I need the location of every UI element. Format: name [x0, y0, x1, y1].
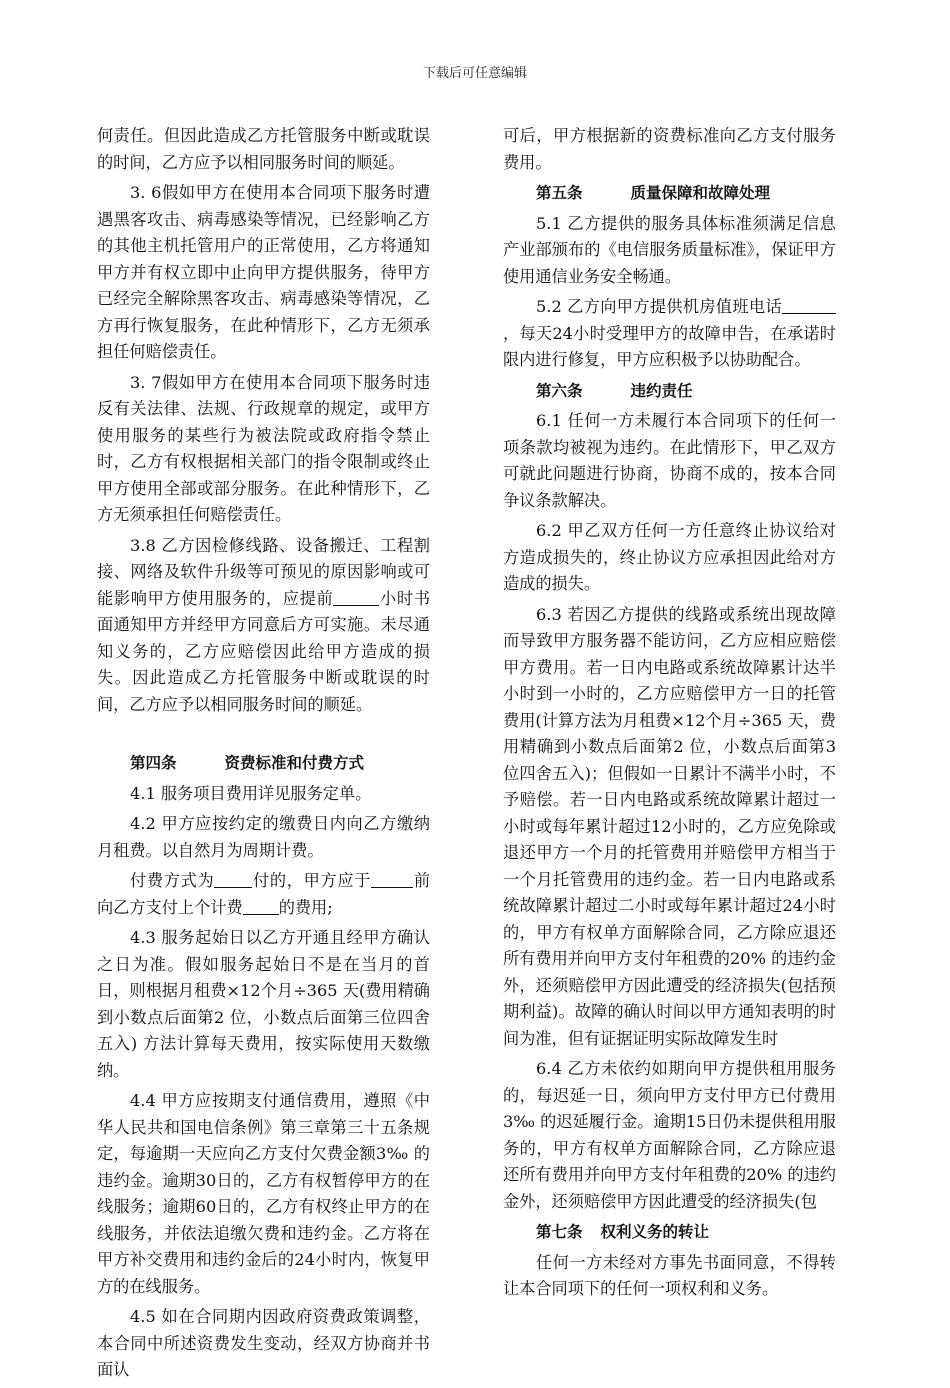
section-6-heading — [503, 378, 836, 405]
pay-text-1: 付费方式为 — [130, 871, 215, 890]
clause-5-2-part-b: ，每天24小时受理甲方的故障申告，在承诺时限内进行修复，甲方应积极予以协助配合。 — [503, 323, 836, 369]
pay-text-3: 前向乙方支付上个计费 — [97, 871, 431, 917]
right-column — [503, 123, 836, 1307]
clause-3-8-part-b: 小时书面通知甲方并经甲方同意后方可实施。未尽通知义务的，乙方应赔偿因此给甲方造成的损失。因此造成乙方托管服务中断或耽误的时间，乙方应予以相同服务时间的顺延。 — [97, 588, 431, 714]
left-column — [97, 123, 430, 1388]
clause-3-7: 3. 7假如甲方在使用本合同项下服务时违反有关法律、法规、行政规章的规定，或甲方使用服务的某些行为被法院或政府指令禁止时，乙方有权根据相关部门的指令限制或终止甲方使用全部或部分服务。在此种情形下，乙方无须承担任何赔偿责任。 — [97, 372, 430, 524]
clause-4-4: 4.4 甲方应按期支付通信费用，遵照《中华人民共和国电信条例》第三章第三十五条规定，每逾期一天应向乙方支付欠费金额3‰ 的违约金。逾期30日的，乙方有权暂停甲方的在线服务；逾期60日的，乙方有权终止甲方的在线服务，并依法追缴欠费和违约金。乙方将在甲方补交费用和违约金后的24小时内，恢复甲方的在线服务。 — [97, 1091, 430, 1296]
pay-text-2: 付的，甲方应于 — [252, 871, 372, 890]
page-header: 下载后可任意编辑 — [422, 66, 527, 81]
payment-method — [97, 868, 430, 921]
section-title: 违约责任 — [630, 381, 693, 400]
clause-6-1: 6.1 任何一方未履行本合同项下的任何一项条款均被视为违约。在此情形下，甲乙双方可就此问题进行协商，协商不成的，按本合同争议条款解决。 — [503, 411, 836, 510]
blank-pay-date — [371, 871, 413, 888]
clause-4-5: 4.5 如在合同期内因政府资费政策调整，本合同中所述资费发生变动，经双方协商并书面认 — [97, 1307, 430, 1379]
clause-4-2: 4.2 甲方应按约定的缴费日内向乙方缴纳月租费。以自然月为周期计费。 — [97, 814, 430, 860]
clause-5-2 — [503, 294, 836, 374]
clause-3-6: 3. 6假如甲方在使用本合同项下服务时遭遇黑客攻击、病毒感染等情况，已经影响乙方的其他主机托管用户的正常使用，乙方将通知甲方并有权立即中止向甲方提供服务，待甲方已经完全解除黑客攻击、病毒感染等情况，乙方再行恢复服务，在此种情形下，乙方无须承担任何赔偿责任。 — [97, 183, 430, 361]
clause-6-4: 6.4 乙方未依约如期向甲方提供租用服务的，每迟延一日，须向甲方支付甲方已付费用3‰ 的迟延履行金。逾期15日仍未提供租用服务的，甲方有权单方面解除合同，乙方除应退还所有费用并向甲方支付年租费的20% 的违约金外，还须赔偿甲方因此遭受的经济损失(包 — [503, 1059, 836, 1211]
clause-6-2: 6.2 甲乙双方任何一方任意终止协议给对方造成损失的，终止协议方应承担因此给对方造成的损失。 — [503, 521, 836, 593]
section-number: 第七条 — [536, 1223, 583, 1241]
section-number: 第四条 — [130, 754, 177, 772]
clause-6-3: 6.3 若因乙方提供的线路或系统出现故障而导致甲方服务器不能访问，乙方应相应赔偿甲方费用。若一日内电路或系统故障累计达半小时到一小时的，乙方应赔偿甲方一日的托管费用(计算方法为月租费×12个月÷365 天，费用精确到小数点后面第2 位，小数点后面第3位四舍五入)；但假如一日累计不满半小时，不予赔偿。若一日内电路或系统故障累计超过一小时或每年累计超过12小时的，乙方应免除或退还甲方一个月的托管费用并赔偿甲方相当于一个月托管费用的违约金。若一日内电路或系统故障累计超过二小时或每年累计超过24小时的，甲方有权单方面解除合同，乙方除应退还所有费用并向甲方支付年租费的20% 的违约金外，还须赔偿甲方因此遭受的经济损失(包括预期利益)。故障的确认时间以甲方通知表明的时间为准，但有证据证明实际故障发生时 — [503, 604, 836, 1048]
clause-3-8-part-a: 3.8 乙方因检修线路、设备搬迁、工程割接、网络及软件升级等可预见的原因影响或可能影响甲方使用服务的，应提前 — [97, 535, 430, 608]
blank-pay-method — [214, 871, 252, 888]
blank-phone — [782, 297, 836, 314]
clause-4-1: 4.1 服务项目费用详见服务定单。 — [130, 783, 372, 803]
clause-4-5-continuation: 可后，甲方根据新的资费标准向乙方支付服务费用。 — [503, 126, 836, 172]
section-number: 第六条 — [536, 381, 583, 400]
section-title: 质量保障和故障处理 — [630, 184, 771, 202]
section-title: 权利义务的转让 — [600, 1223, 710, 1241]
clause-5-2-part-a: 5.2 乙方向甲方提供机房值班电话 — [536, 297, 782, 316]
section-5-heading — [503, 180, 836, 207]
clause-7: 任何一方未经对方事先书面同意，不得转让本合同项下的任何一项权利和义务。 — [503, 1252, 836, 1298]
clause-3-8 — [97, 533, 430, 719]
blank-hours — [333, 589, 379, 606]
clause-4-3: 4.3 服务起始日以乙方开通且经甲方确认之日为准。假如服务起始日不是在当月的首日，则根据月租费×12个月÷365 天(费用精确到小数点后面第2 位，小数点后面第三位四舍五入) 方法计算每天费用，按实际使用天数缴纳。 — [97, 928, 430, 1080]
clause-5-1: 5.1 乙方提供的服务具体标准须满足信息产业部颁布的《电信服务质量标准》，保证甲方使用通信业务安全畅通。 — [503, 213, 836, 286]
blank-pay-period — [243, 898, 279, 915]
paragraph-continuation: 何责任。但因此造成乙方托管服务中断或耽误的时间，乙方应予以相同服务时间的顺延。 — [97, 126, 430, 172]
section-title: 资费标准和付费方式 — [224, 754, 365, 772]
section-7-heading — [503, 1219, 836, 1246]
pay-text-4: 的费用; — [278, 897, 333, 917]
section-number: 第五条 — [536, 184, 583, 202]
section-4-heading — [97, 750, 430, 777]
